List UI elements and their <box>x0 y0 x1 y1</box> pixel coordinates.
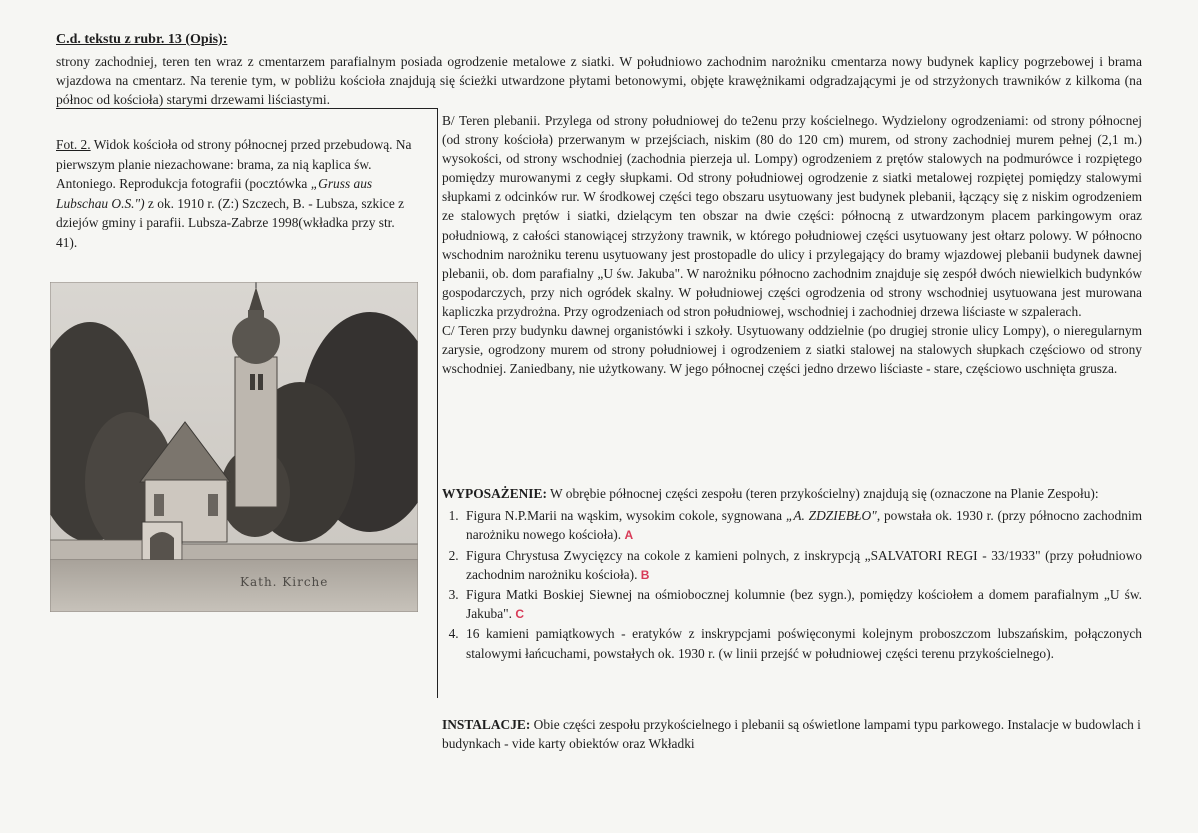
equipment-list <box>442 506 1142 663</box>
section-b-paragraph: B/ Teren plebanii. Przylega od strony południowej do te2enu przy kościelnego. Wydzielony ogrodzeniami: od strony północnej (od strony kościoła) przerwanym w przejściach, niskim (80 do 120 cm) murem, od strony zachodniej murem pełnej (2,1 m.) wysokości, od strony wschodniej (zachodnia pierzeja ul. Lompy) ogrodzeniem z prętów stalowych na podmurówce i rozpiętego pomiędzy murowanymi z cegły słupkami. Od strony południowej ogrodzenie z siatki metalowej rozpiętej pomiędzy stalowymi słupkami z odcinków rur. W środkowej części tego obszaru usytuowany jest budynek plebanii, łączący się z niskim ogrodzeniem ze stalowych prętów i siatki, dzielącym ten obszar na dwie części: północną z utwardzonym placem parkingowym oraz południową, z całości stanowiącej strzyżony trawnik, w którego południowej części usytuowany jest ołtarz polowy. W północno wschodnim narożniku terenu usytuowany jest prostopadle do ulicy i przylegający do bramy wjazdowej plebanii budynek dawnej plebanii, ob. dom parafialny „U św. Jakuba". W narożniku północno zachodnim znajduje się zespół dwóch niewielkich budynków gospodarczych, przy nich ogródek skalny. W południowej części ogrodzenia od strony wschodniej usytuowana jest murowana kapliczka przydrożna. Przy ogrodzeniach od stron południowej, wschodniej i zachodniej drzewa liściaste w szpalerach. <box>442 113 1142 319</box>
caption-source: z ok. 1910 r. (Z:) Szczech, B. - Lubsza, szkice z dziejów gminy i parafii. Lubsza-Zabrze 1998(wkładka przy str. 41). <box>56 195 405 250</box>
installations-text: Obie części zespołu przykościelnego i plebanii są oświetlone lampami typu parkowego. Instalacje w budowlach i budynkach - vide karty obiektów oraz Wkładki <box>442 717 1141 752</box>
horizontal-divider <box>56 108 438 109</box>
church-tower <box>235 357 277 507</box>
photo-label: Kath. Kirche <box>240 575 329 589</box>
section-c-paragraph: C/ Teren przy budynku dawnej organistówki i szkoły. Usytuowany oddzielnie (po drugiej stronie ulicy Lompy), o nieregularnym zarysie, ogrodzony murem od strony południowej i ogrodzeniem z siatki stalowej na stalowych słupkach częściowo od strony wschodniej. Zaniedbany, nie użytkowany. W jego północnej części jedno drzewo liściaste - stare, częściowo uschnięta grusza. <box>442 323 1142 377</box>
item-text-end: , powstała ok. 1930 r. (przy północno zachodnim narożniku nowego kościoła). <box>466 508 1142 543</box>
section-heading: C.d. tekstu z rubr. 13 (Opis): <box>56 32 228 47</box>
equipment-intro-text: W obrębie północnej części zespołu (teren przykościelny) znajdują się (oznaczone na Planie Zespołu): <box>546 486 1099 501</box>
caption-text: Widok kościoła od strony północnej przed przebudową. Na pierwszym planie niezachowane: brama, za nią kaplica św. Antoniego. Reprodukcja fotografii (pocztówka <box>56 137 412 191</box>
left-wall <box>50 540 142 560</box>
caption-postcard-title: „Gruss aus Lubschau O.S.") <box>56 176 373 211</box>
right-wall <box>182 544 418 560</box>
equipment-section <box>442 484 1142 663</box>
list-item <box>462 585 1142 624</box>
item-text: 16 kamieni pamiątkowych - eratyków z inskrypcjami poświęconymi kolejnym proboszczom lubszańskim, połączonych stalowymi łańcuchami, powstałych ok. 1930 r. (w linii przejść w południowej części terenu przykościelnego). <box>466 626 1142 661</box>
photo-caption <box>56 135 412 252</box>
equipment-intro <box>442 484 1142 503</box>
intro-paragraph: strony zachodniej, teren ten wraz z cmentarzem parafialnym posiada ogrodzenie metalowe z siatki. W południowo zachodnim narożniku cmentarza nowy budynek kaplicy pogrzebowej i brama wjazdowa na cmentarz. Na terenie tym, w pobliżu kościoła znajdują się ścieżki utwardzone płytami betonowymi, objęte krawężnikami odgradzającymi je od strzyżonych trawników z kilkoma (na północ od kościoła) starymi drzewami liściastymi. <box>56 54 1142 107</box>
caption-label: Fot. 2. <box>56 137 91 152</box>
item-text: Figura N.P.Marii na wąskim, wysokim cokole, sygnowana <box>466 508 786 524</box>
vertical-divider <box>437 108 438 698</box>
installations-heading: INSTALACJE: <box>442 717 531 732</box>
ground <box>50 560 418 612</box>
installations-section <box>442 715 1142 753</box>
church-illustration <box>50 282 418 612</box>
equipment-heading: WYPOSAŻENIE: <box>442 486 547 501</box>
list-item <box>462 546 1142 585</box>
marker-c: C <box>515 607 525 622</box>
list-item <box>462 624 1142 662</box>
church-photo <box>50 282 418 612</box>
item-text: Figura Matki Boskiej Siewnej na ośmiobocznej kolumnie (bez sygn.), pomiędzy kościołem a domem parafialnym „U św. Jakuba". <box>466 587 1142 622</box>
right-column <box>442 111 1142 378</box>
item-signature: „A. ZDZIEBŁO" <box>785 508 877 524</box>
list-item <box>462 506 1142 545</box>
marker-a: A <box>624 528 634 543</box>
item-text: Figura Chrystusa Zwycięzcy na cokole z kamieni polnych, z inskrypcją „SALVATORI REGI - 33/1933" (przy południowo zachodnim narożniku kościoła). <box>466 547 1142 582</box>
marker-b: B <box>640 567 650 582</box>
